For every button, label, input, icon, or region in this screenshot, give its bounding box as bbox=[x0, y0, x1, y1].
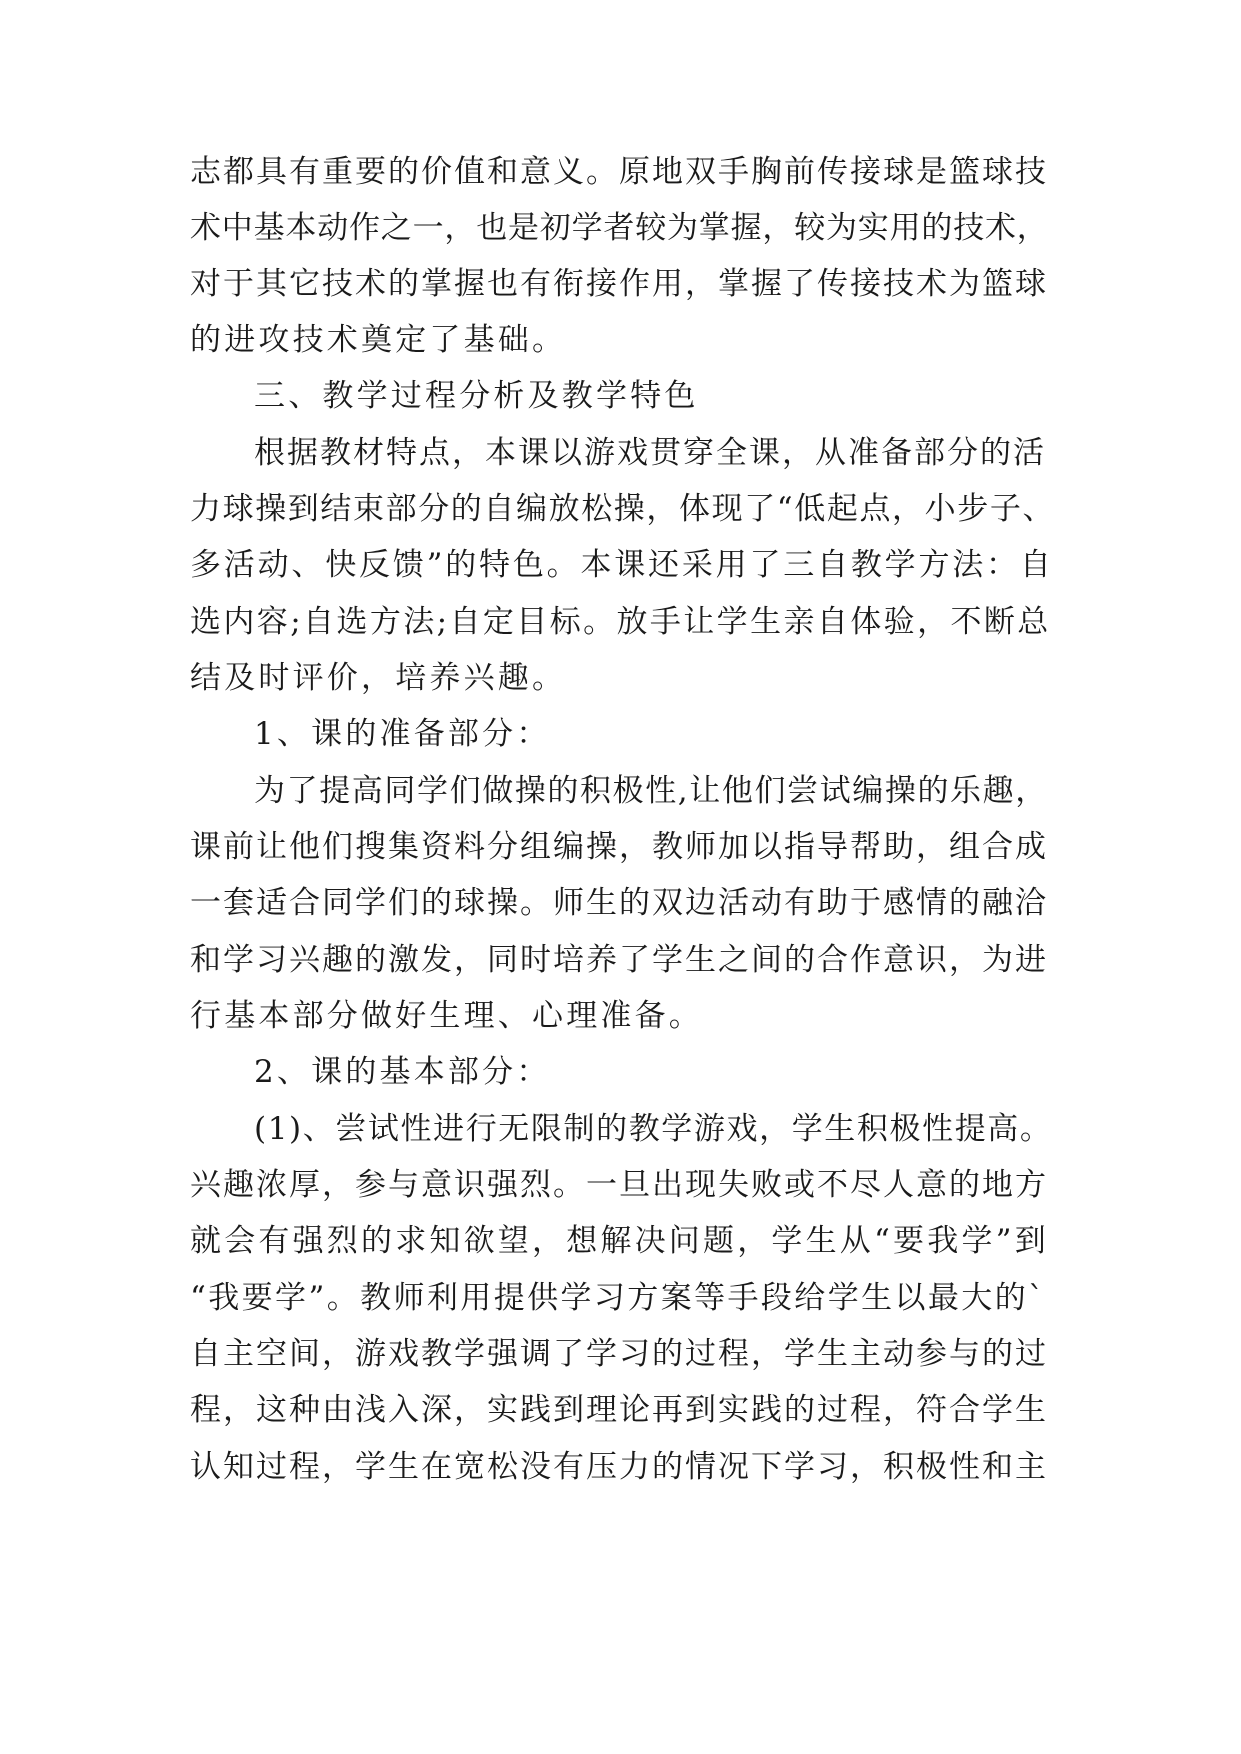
body-text-line: 程，这种由浅入深，实践到理论再到实践的过程，符合学生 bbox=[190, 1392, 1048, 1428]
body-text-line: 课前让他们搜集资料分组编操，教师加以指导帮助，组合成 bbox=[190, 829, 1048, 865]
body-text-line: 术中基本动作之一，也是初学者较为掌握，较为实用的技术， bbox=[190, 210, 1049, 246]
body-text-line: 行基本部分做好生理、心理准备。 bbox=[190, 998, 703, 1034]
body-text-line: 一套适合同学们的球操。师生的双边活动有助于感情的融洽 bbox=[190, 885, 1048, 921]
subsection-heading: 2、课的基本部分： bbox=[254, 1054, 551, 1090]
paragraph-first-line: (1)、尝试性进行无限制的教学游戏，学生积极性提高。 bbox=[254, 1111, 1053, 1147]
subsection-heading: 1、课的准备部分： bbox=[254, 716, 551, 752]
body-text-line: 和学习兴趣的激发，同时培养了学生之间的合作意识，为进 bbox=[190, 942, 1048, 978]
body-text-line: 选内容;自选方法;自定目标。放手让学生亲自体验，不断总 bbox=[190, 604, 1051, 640]
body-text-line: 多活动、快反馈”的特色。本课还采用了三自教学方法：自 bbox=[190, 547, 1054, 583]
body-text-line: 兴趣浓厚，参与意识强烈。一旦出现失败或不尽人意的地方 bbox=[190, 1167, 1048, 1203]
paragraph-first-line: 根据教材特点，本课以游戏贯穿全课，从准备部分的活 bbox=[254, 435, 1046, 471]
section-heading: 三、教学过程分析及教学特色 bbox=[254, 378, 699, 414]
body-text-line: 对于其它技术的掌握也有衔接作用，掌握了传接技术为篮球 bbox=[190, 266, 1048, 302]
body-text-line: 自主空间，游戏教学强调了学习的过程，学生主动参与的过 bbox=[190, 1336, 1048, 1372]
body-text-line: 的进攻技术奠定了基础。 bbox=[190, 322, 567, 358]
body-text-line: 认知过程，学生在宽松没有压力的情况下学习，积极性和主 bbox=[190, 1449, 1048, 1485]
body-text-line: 就会有强烈的求知欲望，想解决问题，学生从“要我学”到 bbox=[190, 1223, 1049, 1259]
body-text-line: 志都具有重要的价值和意义。原地双手胸前传接球是篮球技 bbox=[190, 154, 1048, 190]
paragraph-first-line: 为了提高同学们做操的积极性,让他们尝试编操的乐趣， bbox=[254, 773, 1048, 809]
body-text-line: 力球操到结束部分的自编放松操，体现了“低起点，小步子、 bbox=[190, 491, 1056, 527]
body-text-line: “我要学”。教师利用提供学习方案等手段给学生以最大的` bbox=[190, 1280, 1046, 1316]
body-text-line: 结及时评价，培养兴趣。 bbox=[190, 660, 567, 696]
